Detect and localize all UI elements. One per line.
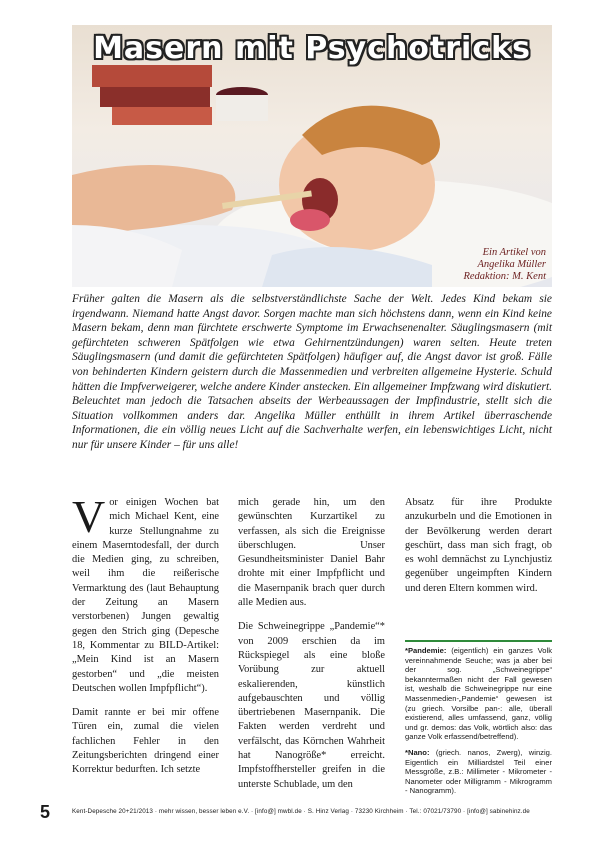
paragraph	[72, 491, 219, 696]
glossary-definition: (eigentlich) ein ganzes Volk vereinnahmende Seuche; was ja aber bei der sog. „Schweinegrippe“ bekanntermaßen nicht der Fall gewesen ist, weshalb die Schweinegrippe nur eine Massenmedien-„Pandemie“ gewesen ist (zu griech. Vorsilbe pan-: alle, überall existierend, alles umfassend, ganz, völlig und gr. demos: das Volk, wörtlich also: das ganze Volk erfassend/betreffend).	[405, 646, 552, 742]
glossary-term: *Pandemie:	[405, 646, 447, 655]
glossary-entry-pandemie	[405, 646, 552, 742]
glossary-entry-nano	[405, 748, 552, 796]
hero-image	[72, 25, 552, 287]
paragraph: Absatz für ihre Produkte anzukurbeln und die Emotionen in der Bevölkerung werden derart geschürt, dass man sich fragt, ob es wohl demnächst zu Lynchjustiz gegenüber ungeimpften Kindern und deren Eltern kommen wird.	[405, 497, 552, 594]
article-title: Masern mit Psychotricks	[93, 31, 531, 66]
credit-line: Ein Artikel von	[482, 247, 546, 258]
footer-line: Kent-Depesche 20+21/2013 · mehr wissen, besser leben e.V. · [info@] mwbl.de · S. Hinz Verlag · 73230 Kirchheim · Tel.: 07021/73790 · [info@] sabinehinz.de	[72, 808, 530, 815]
page-footer	[0, 800, 595, 826]
author-credit	[463, 247, 546, 283]
column-2	[238, 496, 385, 802]
paragraph-text: or einigen Wochen bat mich Michael Kent, eine kurze Stellungnahme zu einem Maserntodesfall, der durch die Medien ging, zu schreiben, weil ihm die reißerische Vermarktung des (laut Behauptung der Zeitung an Masern verstorbenen) Jungen gewaltig gegen den Strich ging (Depesche 18, Kommentar zu BILD-Artikel: „Mein Kind ist an Masern gestorben“ und „die meisten Deutschen wollen Impfpflicht“).	[72, 497, 219, 694]
credit-line: Redaktion: M. Kent	[463, 271, 546, 282]
page-number: 5	[40, 802, 51, 822]
paragraph: Die Schweinegrippe „Pandemie“* von 2009 erschien da im Rückspiegel als eine bloße Vorübung zur aktuell eskalierenden, künstlich aufgebauschten und völlig übertriebenen Masernpanik. Die Fakten werden verdreht und verfälscht, das Körnchen Wahrheit hat Nanogröße* erreicht. Impfstoffhersteller greifen in die unterste Schublade, um den	[238, 621, 385, 790]
glossary-definition: (griech. nanos, Zwerg), winzig. Eigentlich ein Milliardstel Teil einer Messgröße, z.B.: Millimeter - Mikrometer - Nanometer oder Milligramm - Mikrogramm - Nanogramm).	[405, 747, 552, 796]
column-1	[72, 491, 219, 788]
lead-paragraph: Früher galten die Masern als die selbstverständlichste Sache der Welt. Jedes Kind bekam sie irgendwann. Niemand hatte Angst davor. Sorgen machte man sich höchstens dann, wenn ein Kind keine Masern bekam, denn man fürchtete erschwerte Symptome im Erwachsenenalter. Säuglingsmasern (mit gefürchteten schweren Spätfolgen wie etwa Gehirnentzündungen) waren selten. Heute treten Säuglingsmasern (und damit die gefürchteten Spätfolgen) häufiger auf, die Angst davor ist groß. Fälle von behinderten Kindern geistern durch die Massenmedien und verbreiten allgemeine Hysterie. Schuld hätten die Impfverweigerer, welche andere Kinder anstecken. Ein allgemeiner Impfzwang wird diskutiert. Beleuchtet man jedoch die Tatsachen abseits der Werbeaussagen der Impfindustrie, stellt sich die Situation vollkommen anders dar. Angelika Müller enthüllt in ihrem Artikel überraschende Informationen, die ein völlig neues Licht auf die Sachverhalte werfen, ein lebenswichtiges Licht, nicht nur für unsere Kinder – für uns alle!	[72, 293, 552, 451]
drop-cap: V	[72, 491, 106, 542]
glossary-term: *Nano:	[405, 747, 430, 757]
column-3	[405, 496, 552, 606]
paragraph: Damit rannte er bei mir offene Türen ein, zumal die vielen fachlichen Fehler in den Zeitungsberichten dringend einer Korrektur bedurften. Ich setzte	[72, 707, 219, 776]
credit-line: Angelika Müller	[477, 259, 546, 270]
glossary-box	[405, 640, 552, 802]
paragraph: mich gerade hin, um den gewünschten Kurzartikel zu verfassen, als sich die Ereignisse überschlugen. Unser Gesundheitsminister Daniel Bahr drohte mit einer Impfpflicht und die Masernpanik brach quer durch alle Medien aus.	[238, 497, 385, 609]
